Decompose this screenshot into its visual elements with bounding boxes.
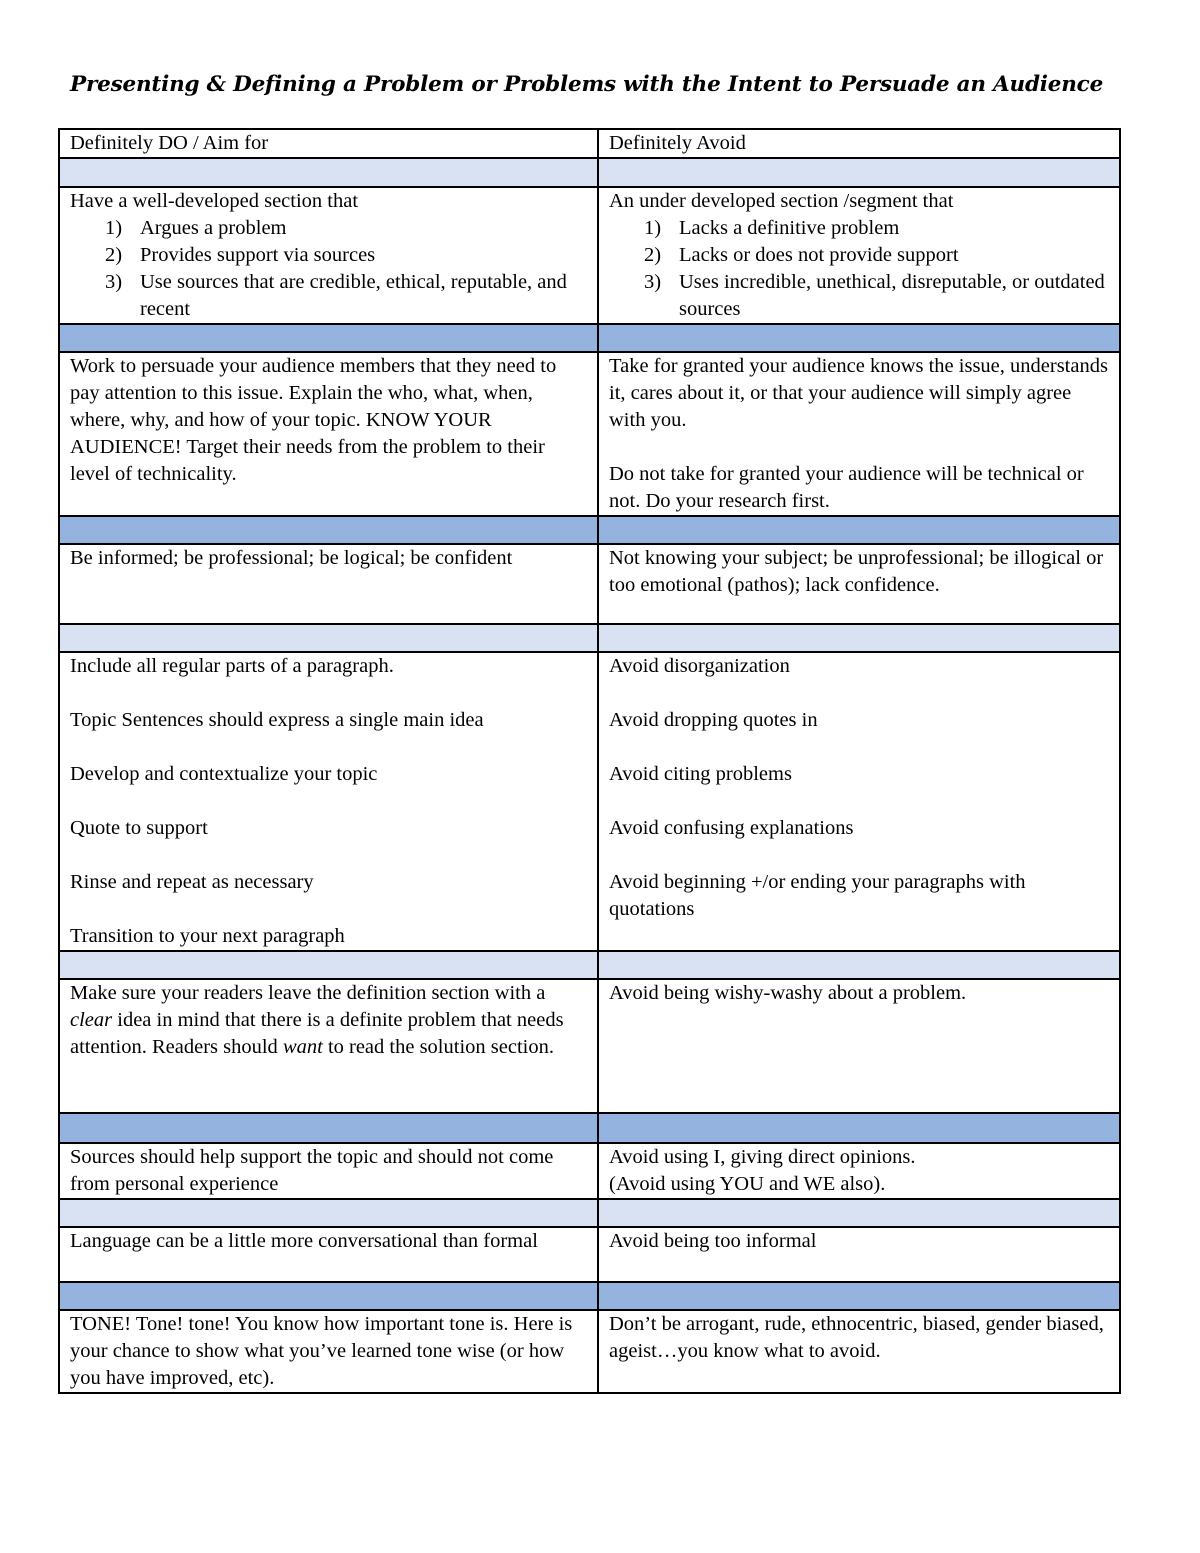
do-cell-tone: TONE! Tone! tone! You know how important tone is. Here is your chance to show what you’ve learned tone wise (or how you have improved, etc).	[59, 1310, 598, 1393]
row-paragraphs	[59, 652, 1120, 951]
row-definition	[59, 979, 1120, 1113]
list-item: 3) Use sources that are credible, ethical, reputable, and recent	[105, 271, 567, 320]
avoid-numbered-list	[609, 215, 1109, 323]
row-tone	[59, 1310, 1120, 1393]
do-line: Rinse and repeat as necessary	[70, 871, 314, 893]
avoid-paragraph: Do not take for granted your audience will be technical or not. Do your research first.	[609, 463, 1084, 512]
separator-row	[59, 324, 1120, 352]
avoid-line: Avoid using I, giving direct opinions.	[609, 1146, 916, 1168]
avoid-cell-paragraphs	[598, 652, 1120, 951]
row-language	[59, 1227, 1120, 1282]
avoid-line: (Avoid using YOU and WE also).	[609, 1173, 886, 1195]
header-row	[59, 129, 1120, 158]
header-avoid-cell: Definitely Avoid	[598, 129, 1120, 158]
do-numbered-list	[70, 215, 587, 323]
list-item: 1) Argues a problem	[105, 217, 287, 239]
avoid-cell-audience	[598, 352, 1120, 516]
do-line: Topic Sentences should express a single main idea	[70, 709, 484, 731]
separator-row	[59, 1199, 1120, 1227]
list-item: 3) Uses incredible, unethical, disreputable, or outdated sources	[644, 271, 1105, 320]
do-cell-language: Language can be a little more conversational than formal	[59, 1227, 598, 1282]
list-item: 2) Lacks or does not provide support	[644, 244, 959, 266]
row-sources	[59, 1143, 1120, 1199]
do-cell-professional: Be informed; be professional; be logical; be confident	[59, 544, 598, 624]
avoid-paragraph: Take for granted your audience knows the issue, understands it, cares about it, or that your audience will simply agree with you.	[609, 355, 1108, 431]
do-line: Transition to your next paragraph	[70, 925, 345, 947]
do-cell-sources: Sources should help support the topic and should not come from personal experience	[59, 1143, 598, 1199]
avoid-line: Avoid dropping quotes in	[609, 709, 818, 731]
header-do-cell: Definitely DO / Aim for	[59, 129, 598, 158]
separator-row	[59, 1113, 1120, 1143]
avoid-line: Avoid citing problems	[609, 763, 792, 785]
separator-row	[59, 951, 1120, 979]
avoid-cell-tone: Don’t be arrogant, rude, ethnocentric, biased, gender biased, ageist…you know what to avoid.	[598, 1310, 1120, 1393]
emphasis-text: clear	[70, 1009, 113, 1031]
do-avoid-table	[58, 128, 1121, 1394]
separator-row	[59, 1282, 1120, 1310]
avoid-line: Avoid beginning +/or ending your paragraphs with quotations	[609, 871, 1026, 920]
do-cell-development	[59, 187, 598, 324]
document-title: Presenting & Defining a Problem or Problems with the Intent to Persuade an Audience	[70, 72, 1104, 97]
row-professional	[59, 544, 1120, 624]
list-item: 1) Lacks a definitive problem	[644, 217, 900, 239]
avoid-line: Avoid disorganization	[609, 655, 790, 677]
do-line: Quote to support	[70, 817, 208, 839]
list-item: 2) Provides support via sources	[105, 244, 376, 266]
avoid-cell-definition: Avoid being wishy-washy about a problem.	[598, 979, 1120, 1113]
do-cell-audience: Work to persuade your audience members that they need to pay attention to this issue. Explain the who, what, when, where, why, and how of your topic. KNOW YOUR AUDIENCE! Target their needs from the problem to their level of technicality.	[59, 352, 598, 516]
separator-row	[59, 624, 1120, 652]
emphasis-text: want	[282, 1036, 323, 1058]
avoid-cell-sources	[598, 1143, 1120, 1199]
avoid-line: Avoid confusing explanations	[609, 817, 854, 839]
avoid-intro: An under developed section /segment that	[609, 190, 954, 212]
avoid-cell-professional: Not knowing your subject; be unprofessional; be illogical or too emotional (pathos); lack confidence.	[598, 544, 1120, 624]
do-line: Include all regular parts of a paragraph.	[70, 655, 394, 677]
do-line: Develop and contextualize your topic	[70, 763, 378, 785]
avoid-cell-development	[598, 187, 1120, 324]
row-audience	[59, 352, 1120, 516]
do-intro: Have a well-developed section that	[70, 190, 359, 212]
avoid-cell-language: Avoid being too informal	[598, 1227, 1120, 1282]
row-development	[59, 187, 1120, 324]
do-cell-definition: Make sure your readers leave the definition section with a clear idea in mind that there is a definite problem that needs attention. Readers should want to read the solution section.	[59, 979, 598, 1113]
do-cell-paragraphs	[59, 652, 598, 951]
separator-row	[59, 516, 1120, 544]
separator-row	[59, 158, 1120, 187]
